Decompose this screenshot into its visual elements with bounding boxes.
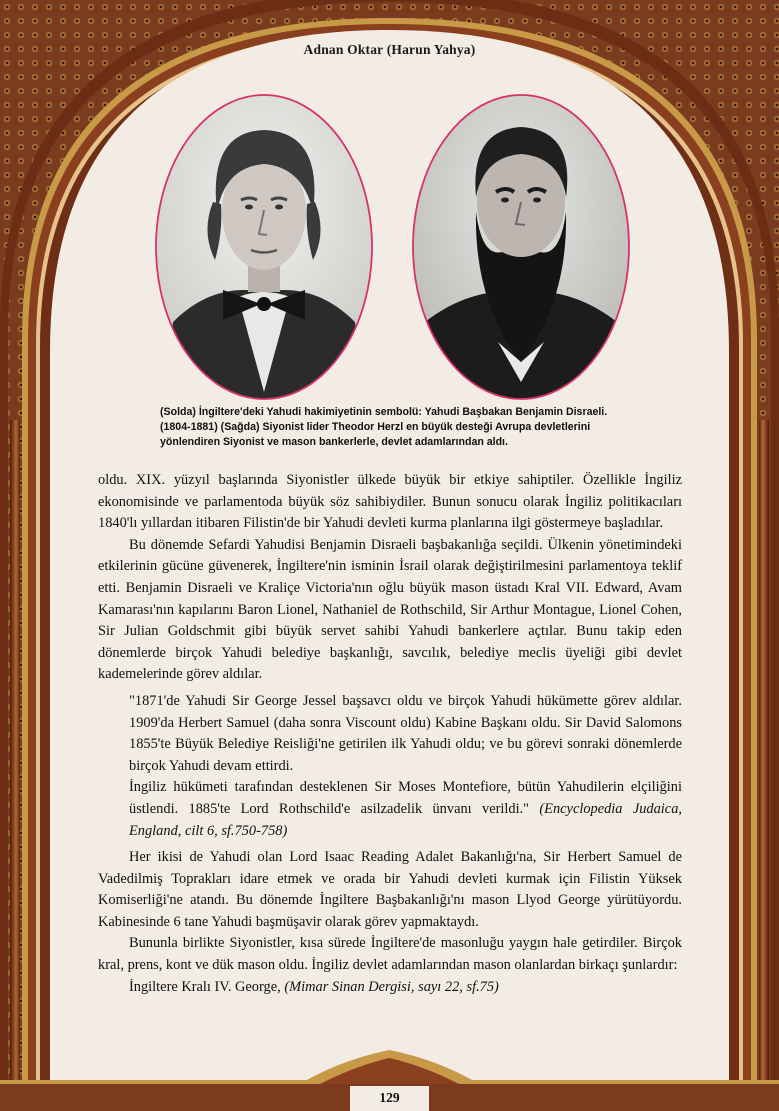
paragraph: oldu. XIX. yüzyıl başlarında Siyonistler ülkede büyük bir etkiye sahiptiler. Özellikle İngiliz ekonomisinde ve parlamentoda büyük söz sahibiydiler. Bunun sonucu olarak İngiliz politikacıları 1840'lı yıllardan itibaren Filistin'de bir Yahudi devleti kurma planlarına ilgi göstermeye başladılar. — [98, 472, 682, 532]
citation: (Encyclopedia Judaica, England, cilt 6, sf.750-758) — [129, 800, 682, 839]
page-number: 129 — [379, 1090, 400, 1105]
citation: (Mimar Sinan Dergisi, sayı 22, sf.75) — [284, 978, 499, 995]
paragraph: Bununla birlikte Siyonistler, kısa sürede İngiltere'de masonluğu yaygın hale getirdiler. Birçok kral, prens, kont ve dük mason oldu. İngiliz devlet adamlarından mason olanlardan birkaçı şunlardır: — [98, 935, 682, 974]
paragraph: Her ikisi de Yahudi olan Lord Isaac Reading Adalet Bakanlığı'na, Sir Herbert Samuel de Vadedilmiş Toprakları idare etmek ve orada bir Yahudi devleti kurmak için Filistin Yüksek Komiserliği'ne atandı. Bu dönemde İngiltere Başbakanlığı'nı mason Llyod George yürütüyordu. Kabinesinde 6 tane Yahudi başmüşavir olarak görev yapmaktaydı. — [98, 849, 682, 930]
figure-caption: (Solda) İngiltere'deki Yahudi hakimiyetinin sembolü: Yahudi Başbakan Benjamin Disraeli. (1804-1881) (Sağda) Siyonist lider Theodor Herzl en büyük desteği Avrupa devletlerini yönlendiren Siyonist ve mason bankerlerle, devlet adamlarından aldı. — [160, 406, 608, 448]
paragraph-text: İngiltere Kralı IV. George, — [129, 978, 281, 995]
block-quote — [98, 777, 682, 842]
running-header: Adnan Oktar (Harun Yahya) — [303, 42, 476, 57]
paragraph: Bu dönemde Sefardi Yahudisi Benjamin Disraeli başbakanlığa seçildi. Ülkenin yönetimindeki etkilerinin gücüne güvenerek, İngiltere'nin isminin İsrail olarak değiştirilmesini parlamentoya teklif etti. Benjamin Disraeli ve Kraliçe Victoria'nın oğlu büyük mason üstadı Kral VII. Edward, Avam Kamarası'nın kapılarını Baron Lionel, Nathaniel de Rothschild, Sir Arthur Montague, Lionel Cohen, Sir Julian Goldschmit gibi büyük servet sahibi Yahudi bankerlere açtılar. Bunu takip eden dönemlerde birçok Yahudi belediye başkanlığı, savcılık, belediye meclis üyeliği gibi devlet kademelerinde görev aldılar. — [98, 536, 682, 683]
quote-text: İngiliz hükümeti tarafından desteklenen Sir Moses Montefiore, bütün Yahudilerin elçiliğini üstlendi. 1885'te Lord Rothschild'e asilzadelik ünvanı verildi." — [129, 779, 682, 817]
body-text — [98, 470, 682, 998]
block-quote: "1871'de Yahudi Sir George Jessel başsavcı oldu ve birçok Yahudi hükümette görev aldılar. 1909'da Herbert Samuel (daha sonra Viscount oldu) Kabine Başkanı oldu. Sir David Salomons 1855'te Büyük Belediye Reisliği'ne getirilen ilk Yahudi oldu; ve bu görevi sonraki dönemlerde birçok Yahudi devam ettirdi. — [129, 692, 682, 774]
portrait-disraeli — [153, 92, 375, 402]
paragraph — [98, 977, 682, 999]
portrait-herzl — [410, 92, 632, 402]
